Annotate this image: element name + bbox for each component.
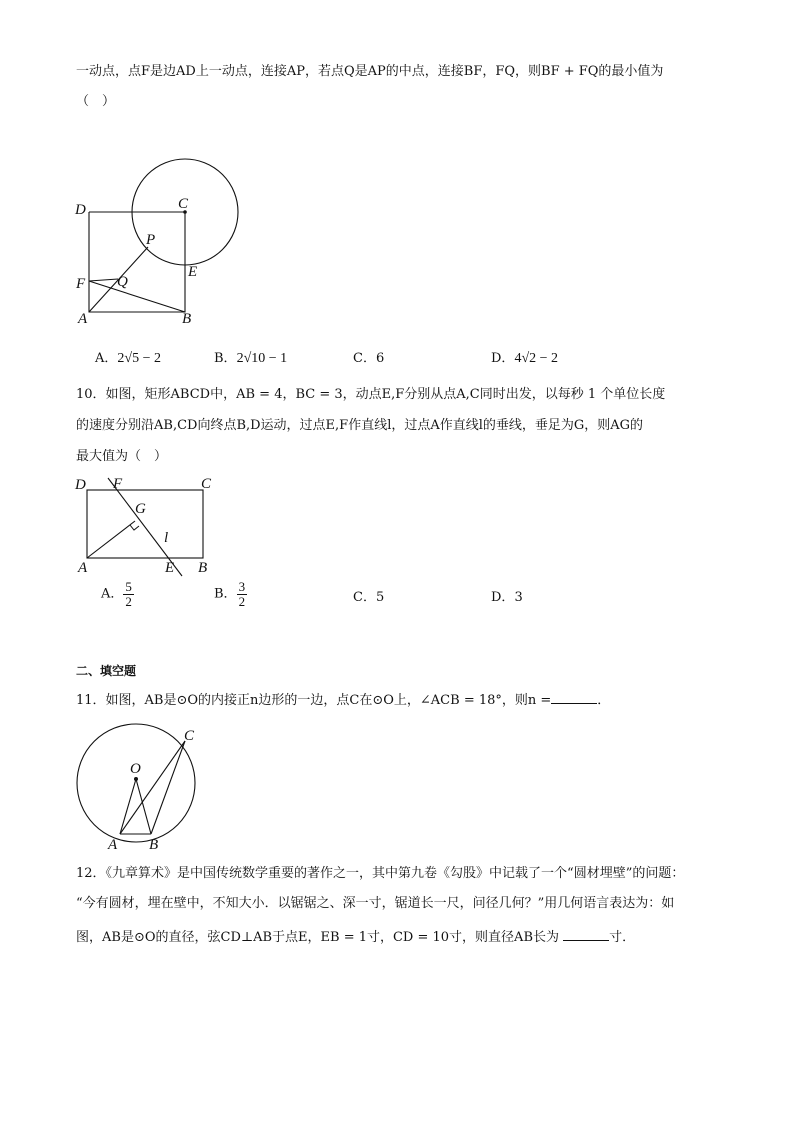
q11-text-line-1 bbox=[76, 689, 610, 711]
q9-label-f: F bbox=[76, 276, 86, 292]
q10-option-b-fraction bbox=[237, 580, 248, 609]
q10-option-b-denominator: 2 bbox=[238, 594, 246, 609]
q10-label-l: l bbox=[164, 530, 169, 546]
q9-option-d-value: 4√2 − 2 bbox=[514, 351, 559, 366]
q11-text-end: ． bbox=[597, 693, 611, 708]
q12-text: 图，AB是⊙O的直径，弦CD⊥AB于点E，EB = 1寸，CD = 10寸，则直径AB长为 bbox=[76, 930, 559, 945]
q12-text-line-1: 12．《九章算术》是中国传统数学重要的著作之一，其中第九卷《勾股》中记载了一个“圆材埋壁”的问题： bbox=[76, 866, 685, 881]
q10-option-b bbox=[214, 580, 247, 609]
q10-label-c: C bbox=[201, 476, 212, 492]
q9-option-b-letter: B． bbox=[214, 351, 237, 366]
q10-option-a-letter: A． bbox=[101, 586, 124, 602]
q9-label-d: D bbox=[75, 202, 86, 218]
q9-text-line-1: 一动点，点F是边AD上一动点，连接AP，若点Q是AP的中点，连接BF，FQ，则BF + FQ的最小值为 bbox=[76, 64, 664, 79]
q10-figure bbox=[70, 473, 220, 578]
q9-text-line-2: （ ） bbox=[76, 94, 116, 109]
q12-text-line-3 bbox=[76, 926, 635, 948]
q9-option-c-letter: C． bbox=[353, 351, 376, 366]
q9-option-d-letter: D． bbox=[491, 351, 515, 366]
q9-label-e: E bbox=[188, 264, 198, 280]
q11-label-b: B bbox=[149, 837, 159, 852]
q10-option-a-fraction bbox=[123, 580, 134, 609]
q10-option-b-letter: B． bbox=[214, 586, 237, 602]
q10-option-c-value: 5 bbox=[375, 590, 385, 605]
q9-label-c: C bbox=[178, 196, 189, 212]
q11-text: 11．如图，AB是⊙O的内接正n边形的一边，点C在⊙O上，∠ACB = 18°，则n = bbox=[76, 693, 552, 708]
q11-answer-blank[interactable] bbox=[551, 689, 597, 704]
q10-option-d-letter: D． bbox=[491, 590, 515, 605]
q12-text-line-2: “今有圆材，埋在壁中，不知大小．以锯锯之、深一寸，锯道长一尺，问径几何？”用几何语言表达为：如 bbox=[76, 896, 675, 911]
q9-option-d bbox=[491, 349, 558, 369]
q10-label-e: E bbox=[165, 560, 175, 576]
q10-option-d bbox=[491, 588, 523, 608]
q11-circle bbox=[77, 724, 195, 842]
q9-option-c bbox=[353, 349, 384, 369]
q9-segment-fq bbox=[89, 279, 118, 281]
q9-label-a: A bbox=[78, 311, 88, 327]
q10-label-f: F bbox=[113, 476, 123, 492]
q11-segment-bc bbox=[151, 741, 185, 834]
q12-text-end: 寸． bbox=[609, 930, 636, 945]
q11-label-o: O bbox=[130, 761, 141, 777]
q9-option-b-value: 2√10 − 1 bbox=[236, 351, 288, 366]
q10-option-b-numerator: 3 bbox=[238, 579, 246, 594]
q9-option-b bbox=[214, 349, 287, 369]
q10-label-b: B bbox=[198, 560, 208, 576]
q10-option-c-letter: C． bbox=[353, 590, 376, 605]
q11-figure bbox=[70, 722, 210, 852]
q9-label-p: P bbox=[146, 232, 156, 248]
q11-label-c: C bbox=[184, 728, 195, 744]
q10-segment-ag bbox=[87, 521, 135, 558]
q10-option-a-numerator: 5 bbox=[125, 579, 132, 594]
q9-label-q: Q bbox=[117, 274, 128, 290]
q12-answer-blank[interactable] bbox=[563, 926, 609, 941]
q11-segment-ac bbox=[120, 741, 185, 834]
q10-option-a bbox=[101, 580, 134, 609]
q9-label-b: B bbox=[182, 311, 192, 327]
q9-option-a-value: 2√5 − 2 bbox=[117, 351, 161, 366]
q10-text-line-2: 的速度分别沿AB,CD向终点B,D运动，过点E,F作直线l，过点A作直线l的垂线，垂足为G，则AG的 bbox=[76, 418, 644, 433]
q9-option-a bbox=[95, 349, 161, 369]
q11-label-a: A bbox=[108, 837, 118, 852]
q10-right-angle-mark bbox=[130, 525, 139, 530]
q10-text-line-1: 10．如图，矩形ABCD中，AB = 4，BC = 3，动点E,F分别从点A,C同时出发，以每秒 1 个单位长度 bbox=[76, 387, 666, 402]
q11-center-o bbox=[134, 777, 138, 781]
q10-option-a-denominator: 2 bbox=[125, 594, 132, 609]
q11-segment-oa bbox=[120, 779, 136, 834]
q10-text-line-3: 最大值为（ ） bbox=[76, 449, 168, 464]
q11-segment-ob bbox=[136, 779, 151, 834]
q9-option-c-value: 6 bbox=[375, 351, 385, 366]
q10-option-d-value: 3 bbox=[514, 590, 523, 605]
q10-option-c bbox=[353, 588, 384, 608]
q10-label-a: A bbox=[78, 560, 88, 576]
q9-option-a-letter: A． bbox=[95, 351, 118, 366]
section-title: 二、填空题 bbox=[76, 664, 137, 678]
q10-label-d: D bbox=[75, 477, 86, 493]
q10-label-g: G bbox=[135, 501, 146, 517]
q9-figure bbox=[70, 155, 260, 330]
